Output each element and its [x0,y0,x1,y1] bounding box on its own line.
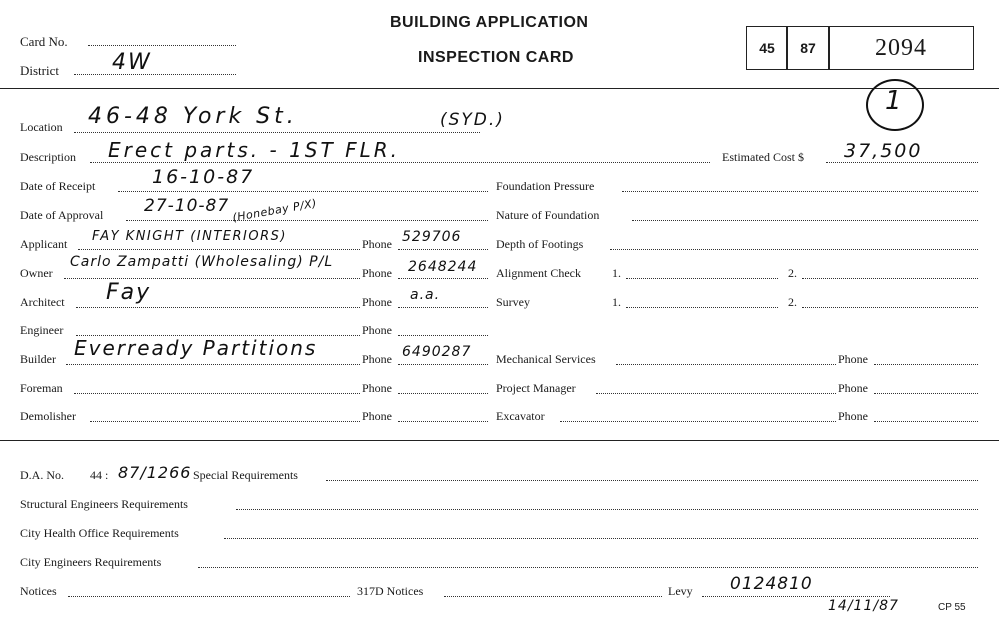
da-no-label: D.A. No. [20,468,64,482]
builder-value: Everready Partitions [74,336,318,360]
foreman-phone-field[interactable] [398,393,488,394]
card-number: 2094 [828,26,974,70]
project-manager-label: Project Manager [496,381,576,395]
alignment-check-label: Alignment Check [496,266,581,280]
engineer-phone-label: Phone [362,323,392,337]
card-no-field[interactable] [88,45,236,46]
health-req-label: City Health Office Requirements [20,526,179,540]
title-line-1: BUILDING APPLICATION [390,14,589,31]
da-prefix: 44 : [90,468,109,482]
receipt-field[interactable] [118,191,488,192]
foundation-pressure-label: Foundation Pressure [496,179,595,193]
builder-phone-value: 6490287 [402,344,472,360]
notices-field[interactable] [68,596,350,597]
architect-label: Architect [20,295,65,309]
builder-label: Builder [20,352,56,366]
alignment-check-2: 2. [788,266,797,280]
excavator-phone-label: Phone [838,409,868,423]
applicant-phone-label: Phone [362,237,392,251]
location-label: Location [20,120,63,134]
survey-label: Survey [496,295,530,309]
owner-phone-label: Phone [362,266,392,280]
notices-317d-label: 317D Notices [357,584,424,598]
footer-divider [0,440,999,441]
estimated-cost-value: 37,500 [844,140,923,162]
demolisher-phone-field[interactable] [398,421,488,422]
owner-phone-value: 2648244 [408,259,478,275]
owner-field[interactable] [64,278,360,279]
mechanical-phone-field[interactable] [874,364,978,365]
survey-2: 2. [788,295,797,309]
location-note: (SYD.) [440,110,505,130]
alignment-check-1: 1. [612,266,621,280]
city-eng-req-label: City Engineers Requirements [20,555,162,569]
nature-foundation-field[interactable] [632,220,978,221]
structural-req-field[interactable] [236,509,978,510]
alignment-check-1-field[interactable] [626,278,778,279]
engineer-phone-field[interactable] [398,335,488,336]
applicant-phone-field[interactable] [398,249,488,250]
city-eng-req-field[interactable] [198,567,978,568]
depth-footings-label: Depth of Footings [496,237,584,251]
estimated-cost-label: Estimated Cost $ [722,150,804,164]
foreman-label: Foreman [20,381,63,395]
receipt-label: Date of Receipt [20,179,96,193]
district-value: 4W [112,50,152,75]
location-value: 46-48 York St. [88,104,298,129]
levy-label: Levy [668,584,693,598]
survey-1: 1. [612,295,621,309]
architect-phone-field[interactable] [398,307,488,308]
excavator-label: Excavator [496,409,545,423]
special-req-label: Special Requirements [193,468,298,482]
excavator-phone-field[interactable] [874,421,978,422]
estimated-cost-field[interactable] [826,162,978,163]
health-req-field[interactable] [224,538,978,539]
approval-value: 27-10-87 [144,196,230,216]
architect-phone-label: Phone [362,295,392,309]
description-value: Erect parts. - 1ST FLR. [108,138,400,162]
project-manager-phone-field[interactable] [874,393,978,394]
demolisher-label: Demolisher [20,409,76,423]
owner-value: Carlo Zampatti (Wholesaling) P/L [70,254,334,270]
applicant-label: Applicant [20,237,68,251]
levy-field[interactable] [702,596,890,597]
notices-label: Notices [20,584,57,598]
mechanical-phone-label: Phone [838,352,868,366]
da-value: 87/1266 [118,463,192,482]
architect-value: Fay [106,280,152,305]
depth-footings-field[interactable] [610,249,978,250]
applicant-phone-value: 529706 [402,229,462,245]
builder-phone-field[interactable] [398,364,488,365]
owner-phone-field[interactable] [398,278,488,279]
circled-number: 1 [885,86,902,116]
description-field[interactable] [90,162,710,163]
year-box-1: 45 [746,26,788,70]
year-box-2: 87 [786,26,830,70]
approval-note: (Honebay P/X) [231,196,318,225]
district-field[interactable] [74,74,236,75]
receipt-value: 16-10-87 [152,166,255,188]
project-manager-field[interactable] [596,393,836,394]
form-code: CP 55 [938,602,966,613]
project-manager-phone-label: Phone [838,381,868,395]
location-field[interactable] [74,132,480,133]
card-no-label: Card No. [20,34,68,49]
applicant-value: FAY KNIGHT (INTERIORS) [92,229,287,244]
survey-1-field[interactable] [626,307,778,308]
structural-req-label: Structural Engineers Requirements [20,497,188,511]
notices-317d-field[interactable] [444,596,662,597]
owner-label: Owner [20,266,53,280]
engineer-label: Engineer [20,323,64,337]
builder-phone-label: Phone [362,352,392,366]
demolisher-field[interactable] [90,421,360,422]
special-req-field[interactable] [326,480,978,481]
date-stamp: 14/11/87 [828,598,899,614]
nature-foundation-label: Nature of Foundation [496,208,600,222]
header-divider [0,88,999,89]
excavator-field[interactable] [560,421,836,422]
architect-phone-value: a.a. [410,287,441,303]
applicant-field[interactable] [78,249,360,250]
approval-field[interactable] [126,220,488,221]
demolisher-phone-label: Phone [362,409,392,423]
approval-label: Date of Approval [20,208,104,222]
title-line-2: INSPECTION CARD [418,49,574,66]
foreman-field[interactable] [74,393,360,394]
levy-value: 0124810 [730,574,813,594]
survey-2-field[interactable] [802,307,978,308]
description-label: Description [20,150,76,164]
foundation-pressure-field[interactable] [622,191,978,192]
architect-field[interactable] [76,307,360,308]
district-label: District [20,63,59,78]
foreman-phone-label: Phone [362,381,392,395]
builder-field[interactable] [66,364,360,365]
alignment-check-2-field[interactable] [802,278,978,279]
mechanical-services-label: Mechanical Services [496,352,596,366]
mechanical-services-field[interactable] [616,364,836,365]
